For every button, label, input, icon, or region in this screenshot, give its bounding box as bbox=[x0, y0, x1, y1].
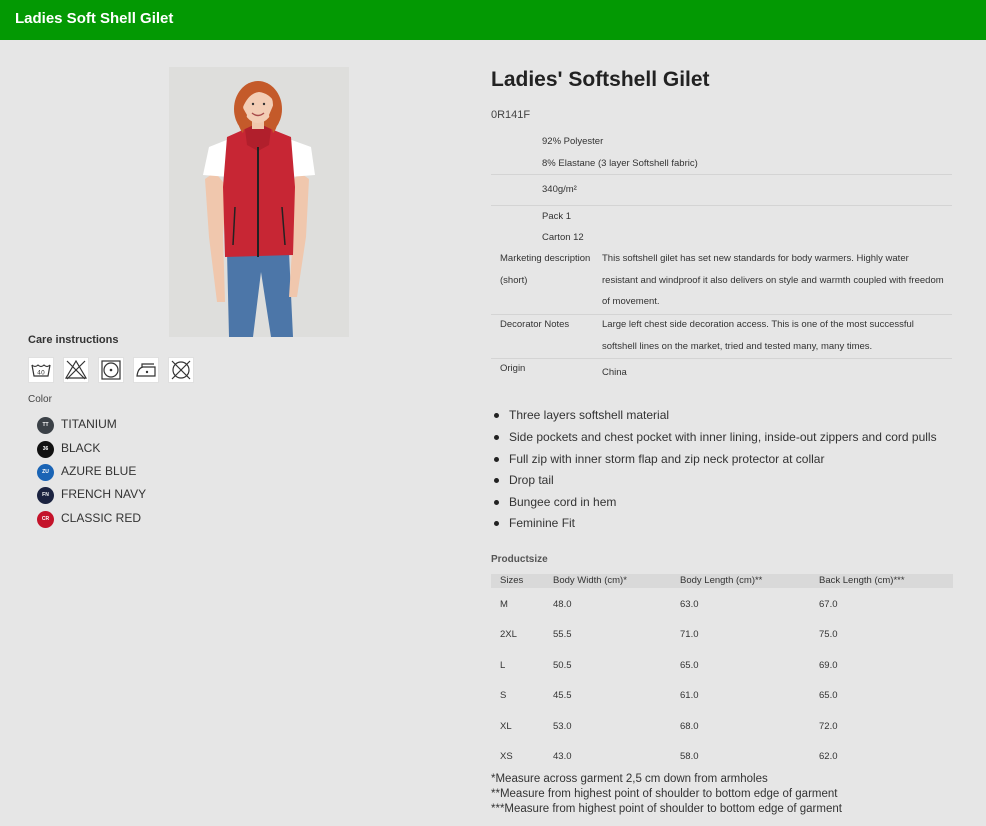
note-line: *Measure across garment 2,5 cm down from armholes bbox=[491, 773, 768, 785]
color-swatch: CR bbox=[37, 511, 54, 528]
packing-line: Pack 1 bbox=[542, 211, 572, 222]
color-option-classic-red[interactable] bbox=[37, 508, 197, 528]
header-body-width: Body Width (cm)* bbox=[553, 575, 627, 586]
decorator-notes-label: Decorator Notes bbox=[500, 319, 570, 330]
wash-temp-label: 40 bbox=[37, 369, 45, 377]
color-swatch: FN bbox=[37, 487, 54, 504]
note-line: **Measure from highest point of shoulder to bottom edge of garment bbox=[491, 788, 838, 800]
header-body-length: Body Length (cm)** bbox=[680, 575, 763, 586]
no-dry-clean-icon bbox=[168, 357, 194, 383]
color-name: FRENCH NAVY bbox=[61, 487, 147, 501]
model-illustration bbox=[169, 67, 349, 337]
wash-40-icon bbox=[28, 357, 54, 383]
tumble-dry-icon bbox=[98, 357, 124, 383]
divider bbox=[491, 205, 952, 206]
color-swatch: 36 bbox=[37, 441, 54, 458]
note-line: ***Measure from highest point of shoulder to bottom edge of garment bbox=[491, 803, 842, 815]
marketing-value: This softshell gilet has set new standards for body warmers. Highly water resistant and windproof it also delivers on style and warmth coupled with freedom of movement. bbox=[602, 253, 944, 307]
color-option-azure-blue[interactable] bbox=[37, 461, 197, 481]
marketing-label: Marketing description (short) bbox=[500, 253, 591, 286]
packing-line: Carton 12 bbox=[542, 232, 584, 243]
divider bbox=[491, 174, 952, 175]
color-option-titanium[interactable] bbox=[37, 414, 197, 434]
origin-label: Origin bbox=[500, 363, 526, 374]
color-option-black[interactable] bbox=[37, 438, 197, 458]
color-name: AZURE BLUE bbox=[61, 464, 137, 478]
no-bleach-icon bbox=[63, 357, 89, 383]
weight-value: 340g/m² bbox=[542, 184, 577, 195]
composition-line: 92% Polyester bbox=[542, 136, 604, 147]
color-name: BLACK bbox=[61, 441, 101, 455]
composition-line: 8% Elastane (3 layer Softshell fabric) bbox=[542, 158, 698, 169]
color-title: Color bbox=[28, 394, 52, 405]
product-sku: 0R141F bbox=[491, 109, 531, 121]
page-title: Ladies Soft Shell Gilet bbox=[15, 10, 174, 27]
product-image bbox=[169, 67, 349, 337]
origin-value: China bbox=[602, 367, 627, 378]
measurement-notes bbox=[491, 772, 842, 817]
header-back-length: Back Length (cm)*** bbox=[819, 575, 905, 586]
header-bar bbox=[0, 0, 986, 40]
color-name: TITANIUM bbox=[61, 417, 117, 431]
color-name: CLASSIC RED bbox=[61, 511, 142, 525]
care-instructions-title: Care instructions bbox=[28, 334, 119, 346]
decorator-notes-value: Large left chest side decoration access. This is one of the most successful softshell lines on the market, tried and tested many, many times. bbox=[602, 319, 914, 352]
productsize-title: Productsize bbox=[491, 554, 548, 565]
color-swatch: ZU bbox=[37, 464, 54, 481]
header-sizes: Sizes bbox=[500, 575, 524, 586]
color-swatch: TT bbox=[37, 417, 54, 434]
color-option-french-navy[interactable] bbox=[37, 484, 197, 504]
iron-low-icon bbox=[133, 357, 159, 383]
product-title: Ladies' Softshell Gilet bbox=[491, 68, 710, 91]
